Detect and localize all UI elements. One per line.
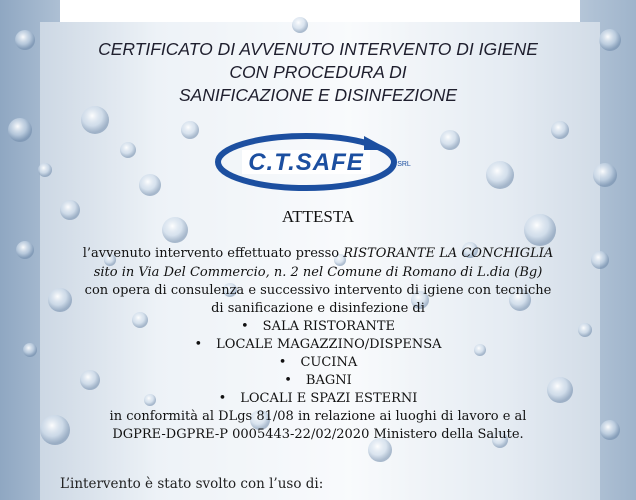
body-line-1	[0, 246, 636, 261]
ctsafe-logo	[214, 132, 424, 192]
compliance-line-2: DGPRE-DGPRE-P 0005443-22/02/2020 Ministero della Salute.	[112, 427, 524, 442]
venue-address: sito in Via Del Commercio, n. 2 nel Comune di Romano di L.dia (Bg)	[93, 265, 543, 280]
body-line-1-plain: l’avvenuto intervento effettuato presso	[82, 246, 344, 261]
area-item: • LOCALI E SPAZI ESTERNI	[0, 391, 636, 406]
certificate-title-line-2: CON PROCEDURA DI	[229, 62, 407, 82]
body-line-3: con opera di consulenza e successivo intervento di igiene con tecniche	[84, 283, 552, 298]
certificate-title-line-1: CERTIFICATO DI AVVENUTO INTERVENTO DI IGIENE	[98, 39, 538, 59]
logo-text: C.T.SAFE	[248, 149, 364, 176]
logo-suffix: SRL	[397, 161, 411, 168]
body-line-2	[0, 265, 636, 280]
footer-text: L’intervento è stato svolto con l’uso di:	[60, 476, 324, 492]
area-item: • LOCALE MAGAZZINO/DISPENSA	[0, 337, 636, 352]
body-line-4: di sanificazione e disinfezione di	[211, 301, 425, 316]
venue-name: RISTORANTE LA CONCHIGLIA	[343, 246, 554, 261]
area-item: • SALA RISTORANTE	[0, 319, 636, 334]
area-item: • BAGNI	[0, 373, 636, 388]
attesta-heading: ATTESTA	[281, 207, 355, 226]
area-item: • CUCINA	[0, 355, 636, 370]
certificate-title-line-3: SANIFICAZIONE E DISINFEZIONE	[178, 85, 458, 105]
compliance-line-1: in conformità al DLgs 81/08 in relazione ai luoghi di lavoro e al	[109, 409, 527, 424]
